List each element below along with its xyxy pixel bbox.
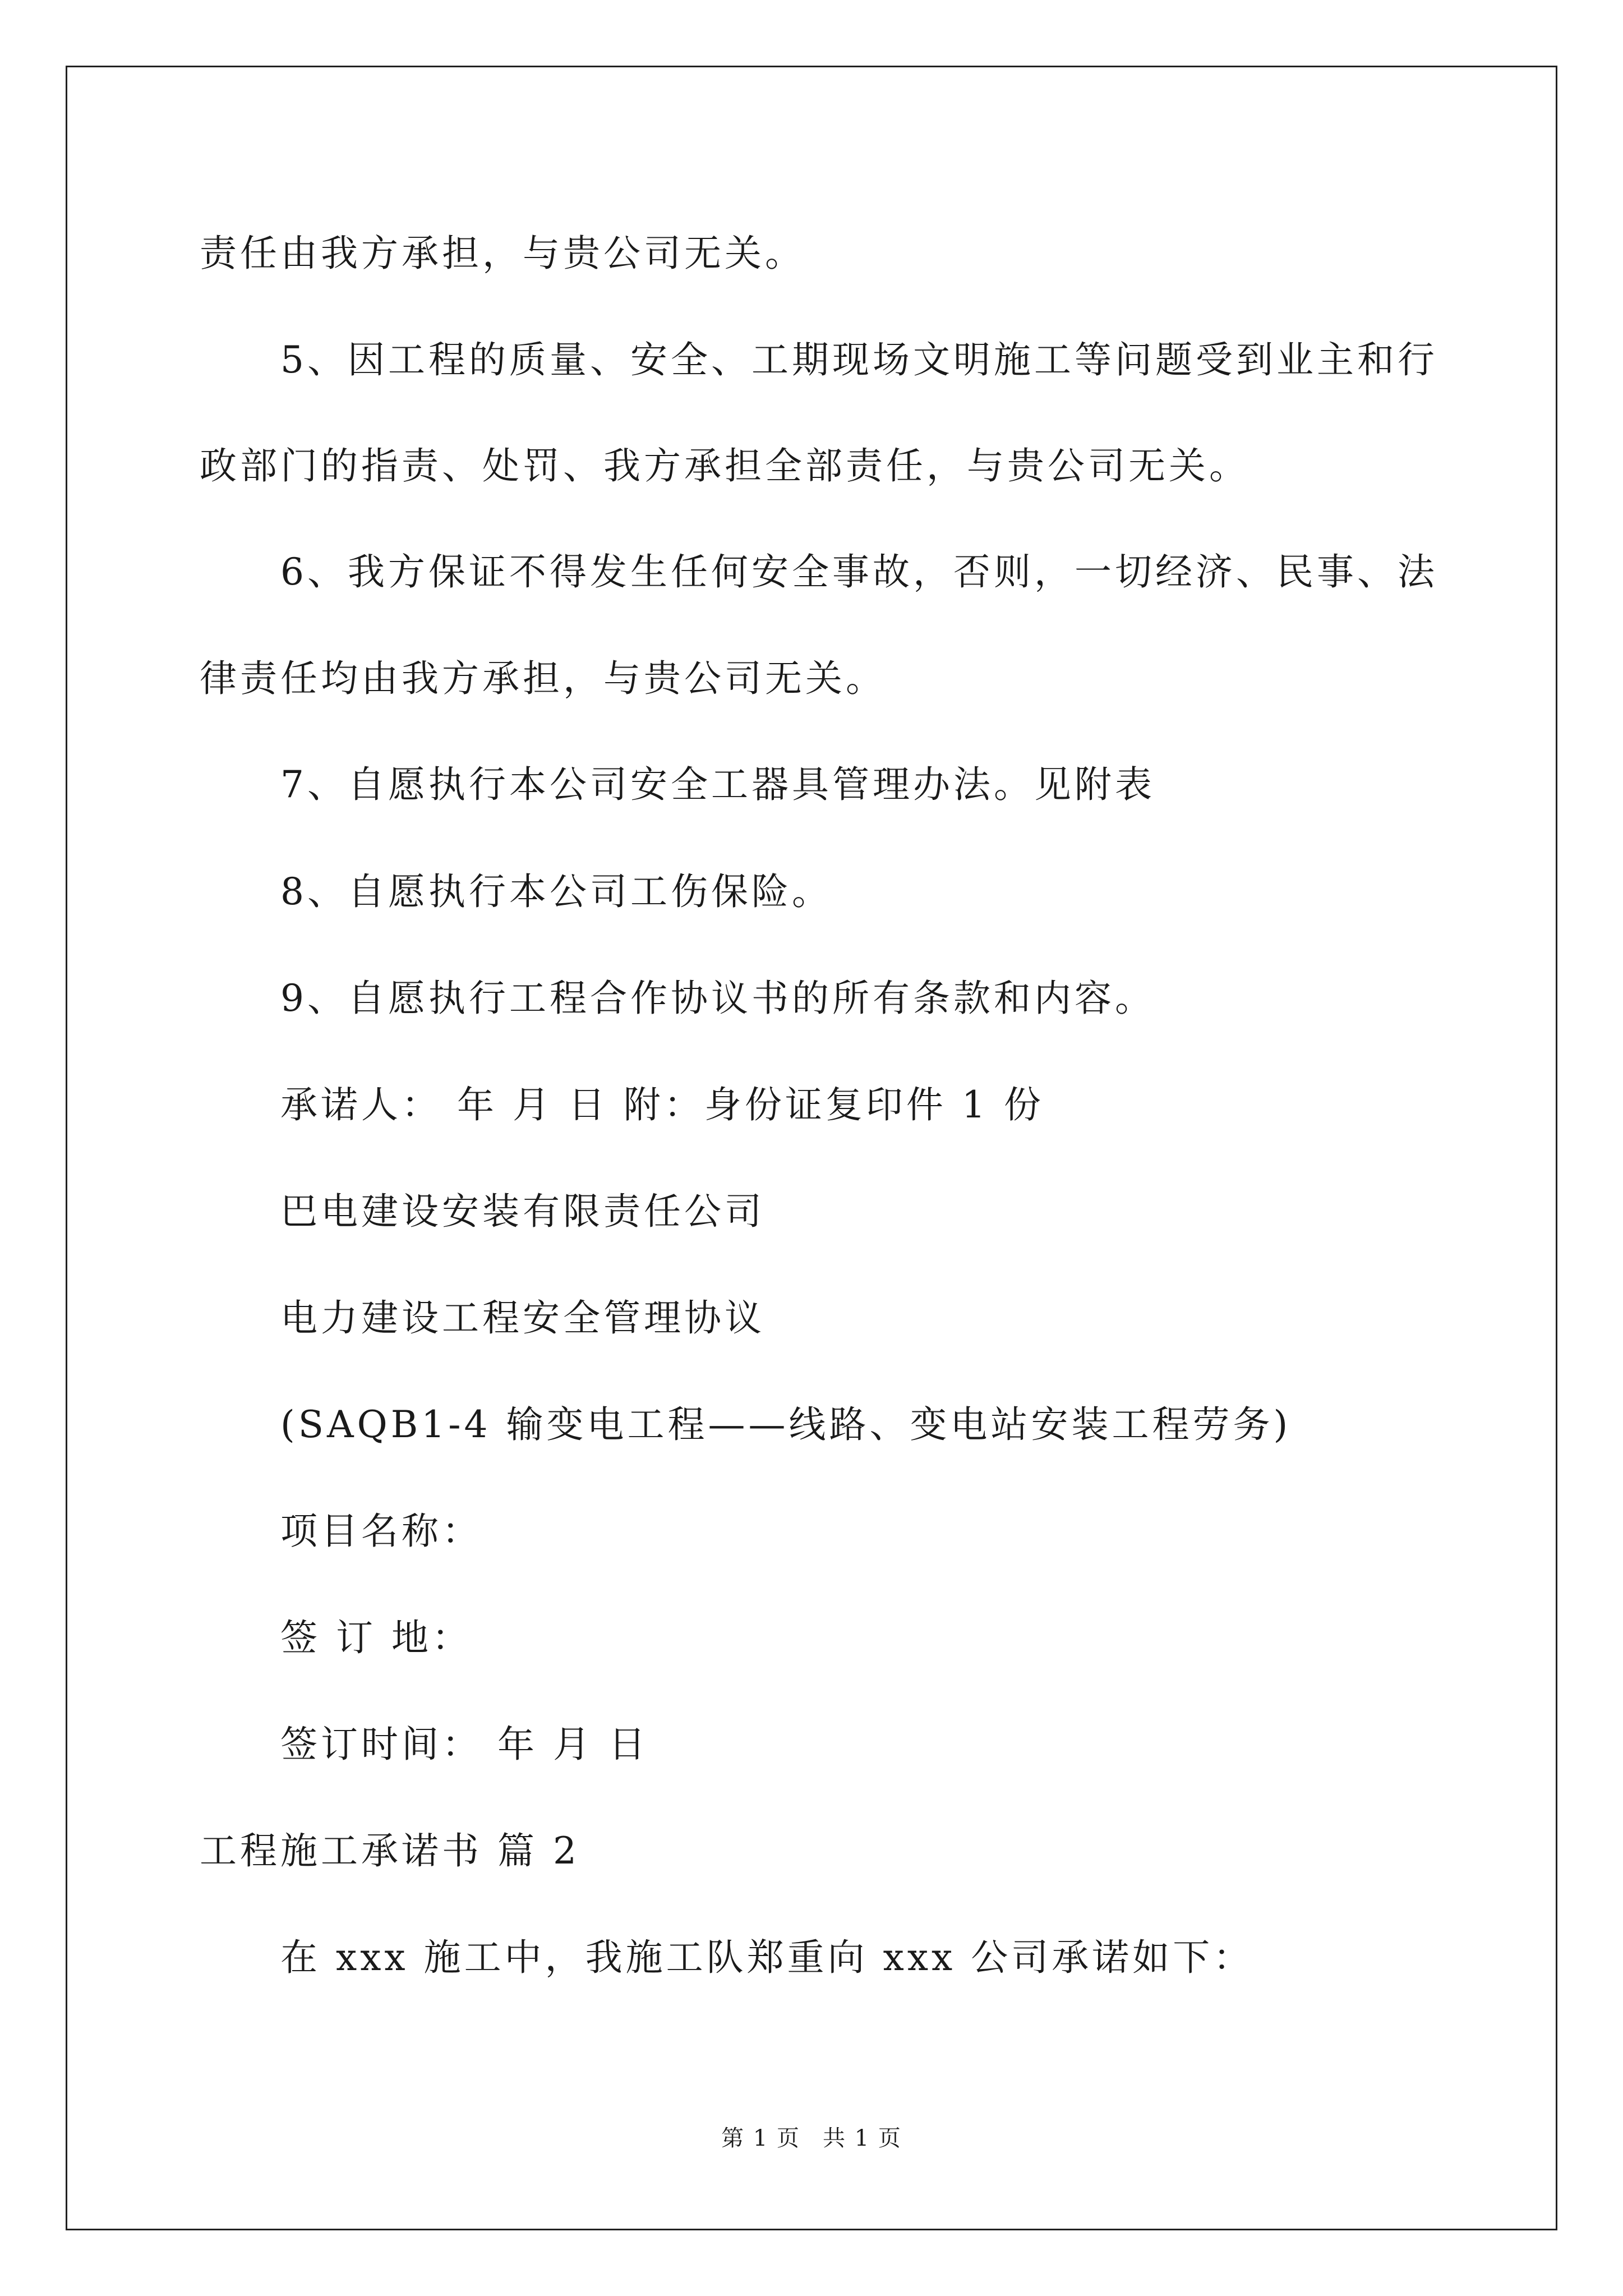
text-line-item-6: 6、我方保证不得发生任何安全事故，否则，一切经济、民事、法 (280, 550, 1438, 593)
text-line-agreement-code: (SAQB1-4 输变电工程——线路、变电站安装工程劳务) (280, 1403, 1292, 1446)
text-line-signing-time: 签订时间： 年 月 日 (280, 1723, 649, 1766)
text-line-continuation: 责任由我方承担，与贵公司无关。 (200, 232, 805, 275)
page-number-total: 共 1 页 (823, 2125, 902, 2151)
text-line-company: 巴电建设安装有限责任公司 (280, 1190, 765, 1233)
text-line-item-5-cont: 政部门的指责、处罚、我方承担全部责任，与贵公司无关。 (200, 444, 1249, 487)
page-footer (0, 2122, 1623, 2155)
text-line-agreement-title: 电力建设工程安全管理协议 (280, 1296, 765, 1340)
text-line-item-8: 8、自愿执行本公司工伤保险。 (280, 870, 832, 913)
text-line-item-5: 5、因工程的质量、安全、工期现场文明施工等问题受到业主和行 (280, 338, 1438, 381)
text-line-signing-place: 签 订 地： (280, 1616, 472, 1659)
text-line-intro: 在 xxx 施工中，我施工队郑重向 xxx 公司承诺如下： (280, 1936, 1254, 1979)
text-line-item-6-cont: 律责任均由我方承担，与贵公司无关。 (200, 657, 886, 700)
section-heading: 工程施工承诺书 篇 2 (200, 1829, 580, 1872)
text-line-pledger: 承诺人： 年 月 日 附：身份证复印件 1 份 (280, 1083, 1044, 1126)
text-line-project-name: 项目名称： (280, 1510, 482, 1553)
text-line-item-7: 7、自愿执行本公司安全工器具管理办法。见附表 (280, 763, 1155, 806)
text-line-item-9: 9、自愿执行工程合作协议书的所有条款和内容。 (280, 977, 1155, 1020)
page-border (66, 66, 1557, 2230)
page-number-current: 第 1 页 (721, 2125, 800, 2151)
